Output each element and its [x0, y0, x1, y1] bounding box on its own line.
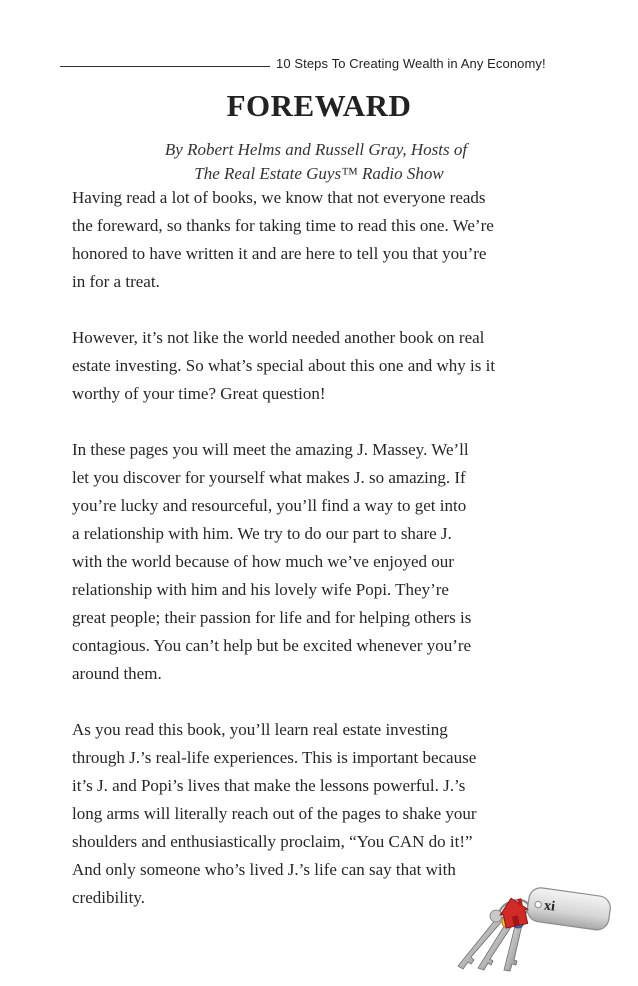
- text-line: with the world because of how much we’ve enjoyed our: [72, 552, 454, 571]
- text-line: As you read this book, you’ll learn real estate investing: [72, 720, 448, 739]
- text-line: relationship with him and his lovely wife Popi. They’re: [72, 580, 449, 599]
- text-line: estate investing. So what’s special about this one and why is it: [72, 356, 496, 375]
- text-line: long arms will literally reach out of the pages to shake your: [72, 804, 477, 823]
- text-line: contagious. You can’t help but be excited whenever you’re: [72, 636, 472, 655]
- text-line: let you discover for yourself what makes J. so amazing. If: [72, 468, 466, 487]
- text-line: shoulders and enthusiastically proclaim, “You CAN do it!”: [72, 832, 473, 851]
- running-header: 10 Steps To Creating Wealth in Any Economy!: [276, 56, 546, 71]
- text-line: around them.: [72, 664, 162, 683]
- text-line: honored to have written it and are here to tell you that you’re: [72, 244, 487, 263]
- byline-line-2: The Real Estate Guys™ Radio Show: [194, 164, 444, 183]
- house-keys-icon: [430, 872, 620, 972]
- byline-line-1: By Robert Helms and Russell Gray, Hosts of: [164, 140, 468, 159]
- header-rule: [60, 66, 270, 67]
- page-number: xi: [543, 898, 556, 915]
- paragraph: [72, 324, 582, 408]
- text-line: the foreward, so thanks for taking time to read this one. We’re: [72, 216, 494, 235]
- text-line: worthy of your time? Great question!: [72, 384, 326, 403]
- text-line: In these pages you will meet the amazing J. Massey. We’ll: [72, 440, 469, 459]
- paragraph: [72, 436, 582, 688]
- text-line: And only someone who’s lived J.’s life can say that with: [72, 860, 456, 879]
- text-line: Having read a lot of books, we know that not everyone reads: [72, 188, 486, 207]
- text-line: through J.’s real-life experiences. This is important because: [72, 748, 477, 767]
- text-line: you’re lucky and resourceful, you’ll find a way to get into: [72, 496, 467, 515]
- text-line: in for a treat.: [72, 272, 160, 291]
- paragraph: [72, 184, 582, 296]
- text-line: a relationship with him. We try to do our part to share J.: [72, 524, 452, 543]
- text-line: However, it’s not like the world needed another book on real: [72, 328, 485, 347]
- page-title: FOREWARD: [226, 88, 412, 123]
- text-line: great people; their passion for life and for helping others is: [72, 608, 472, 627]
- text-line: it’s J. and Popi’s lives that make the lessons powerful. J.’s: [72, 776, 466, 795]
- text-line: credibility.: [72, 888, 146, 907]
- body-text: [72, 184, 582, 940]
- byline: [0, 138, 638, 186]
